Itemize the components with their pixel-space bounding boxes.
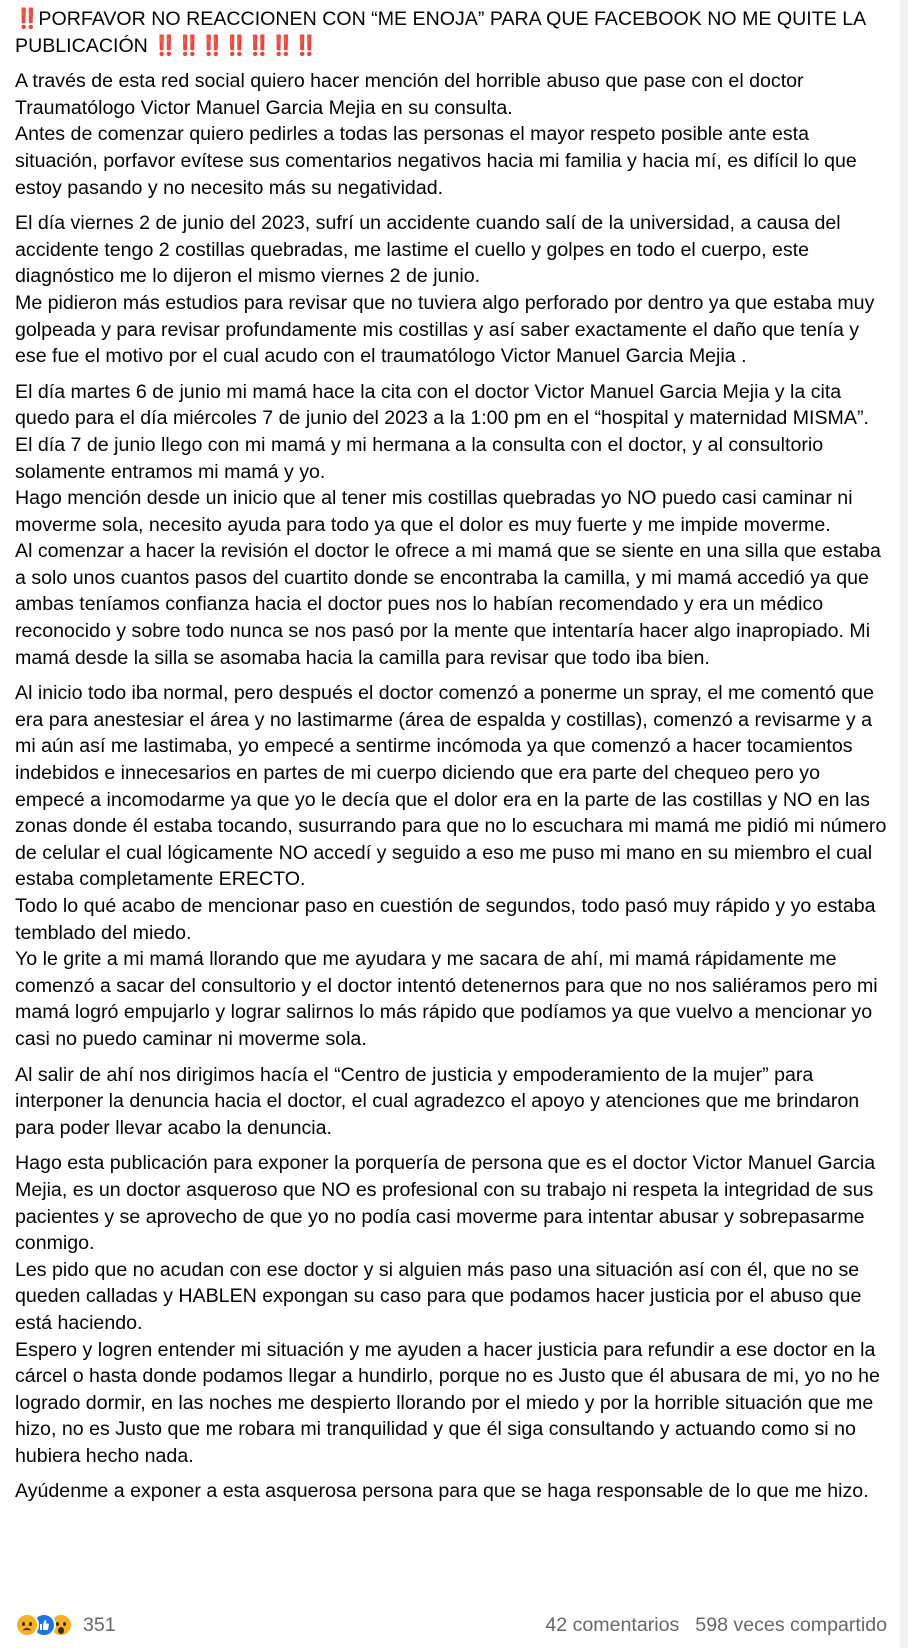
- comments-link[interactable]: 42 comentarios: [545, 1613, 680, 1636]
- post-paragraph: El día viernes 2 de junio del 2023, sufrí un accidente cuando salí de la universidad, a causa del accidente tengo 2 costillas quebradas, me lastime el cuello y golpes en todo el cuerpo, este diagnóstico me lo dijeron el mismo viernes 2 de junio. Me pidieron más estudios para revisar que no tuviera algo perforado por dentro ya que estaba muy golpeada y para revisar profundamente mis costillas y así saber exactamente el daño que tenía y ese fue el motivo por el cual acudo con el traumatólogo Victor Manuel Garcia Mejia .: [15, 212, 875, 368]
- post-headline: [15, 6, 887, 59]
- post-paragraph: El día martes 6 de junio mi mamá hace la cita con el doctor Victor Manuel Garcia Mejia y la cita quedo para el día miércoles 7 de junio del 2023 a la 1:00 pm en el “hospital y maternidad MISMA”. El día 7 de junio llego con mi mamá y mi hermana a la consulta con el doctor, y al consultorio solamente entramos mi mamá y yo. Hago mención desde un inicio que al tener mis costillas quebradas yo NO puedo casi caminar ni moverme sola, necesito ayuda para todo ya que el dolor es muy fuerte y me impide moverme. Al comenzar a hacer la revisión el doctor le ofrece a mi mamá que se siente en una silla que estaba a solo unos cuantos pasos del cuartito donde se encontraba la camilla, y mi mamá accedió ya que ambas teníamos confianza hacia el doctor pues nos lo habían recomendado y era un médico reconocido y sobre todo nunca se nos pasó por la mente que intentaría hacer algo inapropiado. Mi mamá desde la silla se asomaba hacia la camilla para revisar que todo iba bien.: [15, 380, 881, 669]
- post-paragraph: Hago esta publicación para exponer la porquería de persona que es el doctor Victor Manuel Garcia Mejia, es un doctor asqueroso que NO es profesional con su trabajo ni respeta la integridad de sus pacientes y se aprovecho de que yo no podía casi moverme para intentar abusar y sobrepasarme conmigo. Les pido que no acudan con ese doctor y si alguien más paso una situación así con él, que no se queden calladas y HABLEN expongan su caso para que podamos hacer justicia por el abuso que está haciendo. Espero y logren entender mi situación y me ayuden a hacer justicia para refundir a ese doctor en la cárcel o hasta donde podamos llegar a hundirlo, porque no es Justo que él abusara de mi, yo no he logrado dormir, en las noches me despierto llorando por el miedo y por la horrible situación que me hizo, no es Justo que me robara mi tranquilidad y que él siga consultando y actuando como si no hubiera hecho nada.: [15, 1152, 880, 1467]
- post-paragraph: A través de esta red social quiero hacer mención del horrible abuso que pase con el doctor Traumatólogo Victor Manuel Garcia Mejia en su consulta. Antes de comenzar quiero pedirles a todas las personas el mayor respeto posible ante esta situación, porfavor evítese sus comentarios negativos hacia mi familia y hacia mí, es difícil lo que estoy pasando y no necesito más su negatividad.: [15, 70, 857, 199]
- page-scroll-edge: [900, 0, 908, 1648]
- double-exclamation-icons: ‼️‼️‼️‼️‼️‼️‼️: [153, 34, 318, 57]
- post-paragraph: Al inicio todo iba normal, pero después el doctor comenzó a ponerme un spray, el me comentó que era para anestesiar el área y no lastimarme (área de espalda y costillas), comenzó a revisarme y a mi aún así me lastimaba, yo empecé a sentirme incómoda ya que comenzó a hacer tocamientos indebidos e innecesarios en partes de mi cuerpo diciendo que era parte del chequeo pero yo empecé a incomodarme ya que yo le decía que el dolor era en la parte de las costillas y NO en las zonas donde él estaba tocando, susurrando para que no lo escuchara mi mamá me pidió mi número de celular el cual lógicamente NO accedí y seguido a eso me puso mi mano en su miembro el cual estaba completamente ERECTO. Todo lo qué acabo de mencionar paso en cuestión de segundos, todo pasó muy rápido y yo estaba temblado del miedo. Yo le grite a mi mamá llorando que me ayudara y me sacara de ahí, mi mamá rápidamente me comenzó a sacar del consultorio y el doctor intentó detenernos para que no nos saliéramos pero mi mamá logró empujarlo y lograr salirnos lo más rápido que podíamos ya que vuelvo a mencionar yo casi no puedo caminar ni moverme sola.: [15, 682, 887, 1050]
- post-paragraph: Al salir de ahí nos dirigimos hacía el “Centro de justicia y empoderamiento de la mujer” para interponer la denuncia hacia el doctor, el cual agradezco el apoyo y atenciones que me brindaron para poder llevar acabo la denuncia.: [15, 1063, 860, 1139]
- headline-text: PORFAVOR NO REACCIONEN CON “ME ENOJA” PARA QUE FACEBOOK NO ME QUITE LA PUBLICACIÓN: [15, 8, 866, 57]
- sad-reaction-icon: [15, 1613, 39, 1637]
- post-text: [15, 6, 887, 1514]
- double-exclamation-icon: ‼️: [15, 8, 39, 30]
- post-paragraph: Ayúdenme a exponer a esta asquerosa persona para que se haga responsable de lo que me hizo.: [15, 1480, 869, 1503]
- reactions-summary[interactable]: [15, 1613, 116, 1637]
- engagement-stats: [545, 1614, 887, 1637]
- post-footer: [15, 1611, 887, 1639]
- reaction-count: 351: [83, 1613, 116, 1636]
- shares-link[interactable]: 598 veces compartido: [695, 1613, 887, 1636]
